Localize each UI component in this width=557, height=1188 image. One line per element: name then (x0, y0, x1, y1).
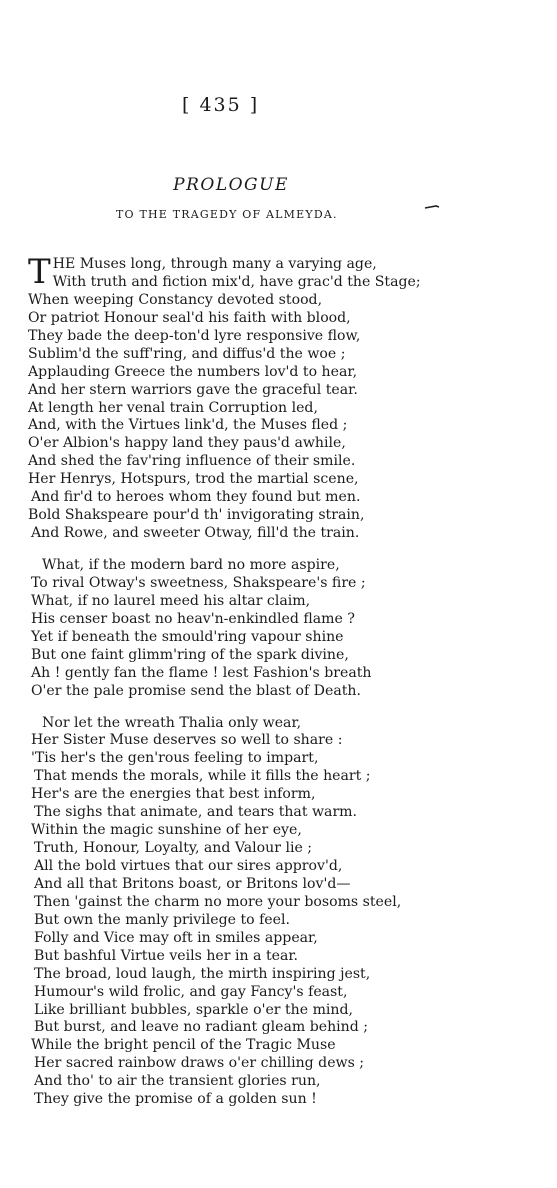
poem-line: Applauding Greece the numbers lov'd to hear, (28, 363, 358, 380)
poem-line: Truth, Honour, Loyalty, and Valour lie ; (34, 840, 313, 857)
poem-line: And tho' to air the transient glories run, (34, 1073, 321, 1090)
poem-line: 'Tis her's the gen'rous feeling to impart, (31, 750, 319, 767)
poem-line: Yet if beneath the smould'ring vapour shine (31, 628, 344, 645)
poem-line: They give the promise of a golden sun ! (34, 1091, 317, 1108)
poem-line: Her Sister Muse deserves so well to share : (31, 732, 343, 749)
poem-line: While the bright pencil of the Tragic Muse (31, 1037, 336, 1054)
poem-line: But own the manly privilege to feel. (34, 911, 290, 928)
poem-line: All the bold virtues that our sires approv'd, (34, 858, 343, 874)
poem-line: But one faint glimm'ring of the spark divine, (31, 646, 349, 663)
poem-line: To rival Otway's sweetness, Shakspeare's fire ; (31, 574, 366, 591)
subtitle: TO THE TRAGEDY OF ALMEYDA. (116, 208, 338, 221)
poem-line: Or patriot Honour seal'd his faith with blood, (28, 309, 351, 326)
poem-line: Her Henrys, Hotspurs, trod the martial scene, (28, 471, 359, 488)
poem-line: O'er Albion's happy land they paus'd awhile, (28, 435, 346, 452)
poem-line: Within the magic sunshine of her eye, (31, 822, 302, 839)
poem-line: And, with the Virtues link'd, the Muses fled ; (28, 417, 348, 434)
poem-line: Her sacred rainbow draws o'er chilling dews ; (34, 1055, 365, 1072)
poem-line: But bashful Virtue veils her in a tear. (34, 947, 299, 964)
poem-line: That mends the morals, while it fills the heart ; (34, 768, 371, 785)
poem-line: And all that Britons boast, or Britons lov'd— (34, 875, 351, 892)
stray-ink-mark (424, 203, 440, 211)
poem-line: Like brilliant bubbles, sparkle o'er the mind, (34, 1001, 354, 1018)
poem-line: The sighs that animate, and tears that warm. (34, 804, 358, 821)
stanza-1 (28, 292, 548, 543)
poem-line: Ah ! gently fan the flame ! lest Fashion's breath (31, 664, 372, 681)
poem-line: O'er the pale promise send the blast of Death. (31, 682, 361, 699)
poem-line: Nor let the wreath Thalia only wear, (42, 714, 302, 731)
poem-line: Bold Shakspeare pour'd th' invigorating strain, (28, 507, 365, 524)
poem-line: HE Muses long, through many a varying age, (52, 256, 377, 272)
poem-line: When weeping Constancy devoted stood, (28, 291, 323, 308)
poem-line: And Rowe, and sweeter Otway, fill'd the train. (31, 525, 360, 542)
poem-line: And fir'd to heroes whom they found but men. (31, 489, 361, 506)
stanza-3 (28, 715, 548, 1110)
stanza-2 (28, 557, 548, 701)
stanza-gap (28, 543, 548, 557)
poem-line: What, if the modern bard no more aspire, (42, 557, 340, 573)
poem-line: What, if no laurel meed his altar claim, (31, 592, 311, 609)
poem-line: And her stern warriors gave the graceful tear. (28, 381, 358, 398)
poem-line: But burst, and leave no radiant gleam behind ; (34, 1019, 369, 1036)
opening-lines (28, 256, 548, 292)
stanza-gap (28, 701, 548, 715)
poem-line: His censer boast no heav'n-enkindled flame ? (31, 610, 355, 627)
title-text: PROLOGUE (173, 175, 289, 195)
page-title (0, 175, 460, 195)
poem-line: The broad, loud laugh, the mirth inspiring jest, (34, 965, 371, 982)
poem-line: Sublim'd the suff'ring, and diffus'd the woe ; (28, 345, 346, 362)
page-number: [ 435 ] (182, 94, 260, 116)
drop-cap: T (28, 256, 51, 292)
poem-line: Her's are the energies that best inform, (31, 786, 316, 803)
poem-line: Then 'gainst the charm no more your bosoms steel, (34, 893, 402, 910)
poem-line: They bade the deep-ton'd lyre responsive flow, (28, 327, 361, 344)
poem-line: Folly and Vice may oft in smiles appear, (34, 929, 318, 946)
poem-line: And shed the fav'ring influence of their smile. (28, 453, 356, 470)
poem-line: At length her venal train Corruption led, (28, 399, 318, 416)
poem-line: Humour's wild frolic, and gay Fancy's feast, (34, 983, 348, 1000)
poem-body (28, 256, 548, 1109)
poem-line: With truth and fiction mix'd, have grac'd the Stage; (52, 273, 421, 290)
